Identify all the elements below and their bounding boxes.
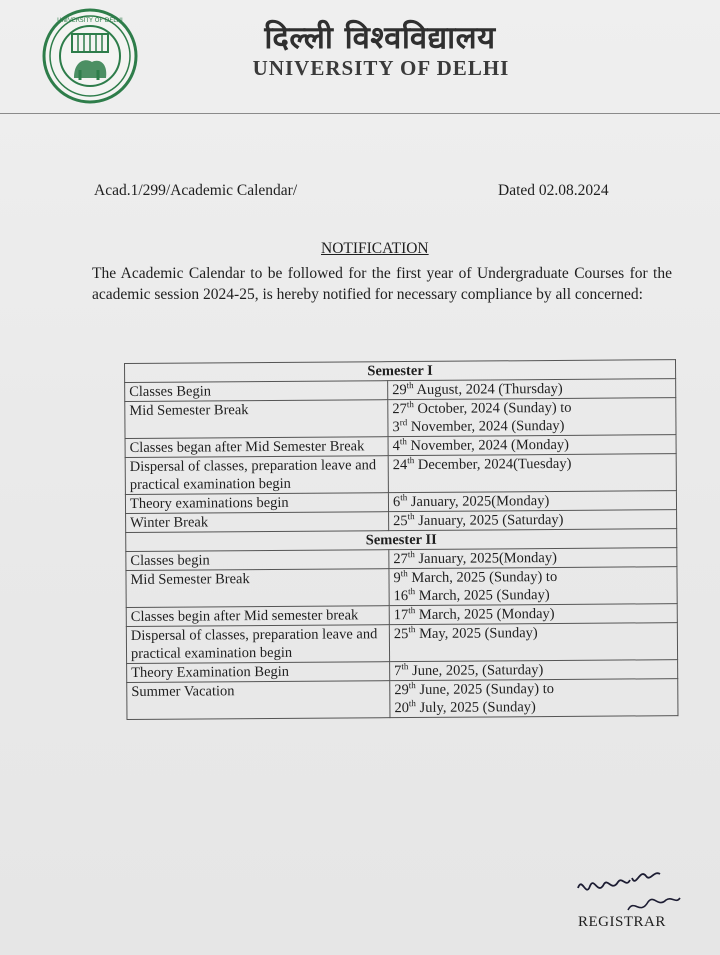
date-day: 25 [393, 626, 409, 643]
date-text: March, 2025 (Sunday) [415, 587, 550, 604]
date-suffix: th [400, 568, 408, 579]
event-date [388, 491, 676, 512]
university-name-hindi: दिल्ली विश्वविद्यालय [264, 20, 496, 56]
date-suffix: th [401, 661, 409, 672]
registrar-title: REGISTRAR [578, 914, 666, 930]
date-line [394, 623, 673, 643]
date-suffix: th [406, 399, 414, 410]
date-line [394, 604, 673, 624]
date-line [393, 567, 672, 587]
event-date [389, 548, 677, 569]
date-day: 27 [393, 551, 408, 568]
event-date [388, 435, 676, 456]
event-label: Summer Vacation [127, 681, 390, 720]
notification-date: Dated 02.08.2024 [498, 182, 609, 199]
date-text: June, 2025, (Saturday) [408, 662, 544, 680]
date-day: 4 [392, 438, 400, 455]
date-line [394, 585, 673, 605]
university-name-english: UNIVERSITY OF DELHI [252, 56, 510, 80]
date-line [393, 548, 672, 568]
date-day: 29 [394, 682, 409, 699]
date-day: 7 [394, 663, 402, 680]
date-text: August, 2024 (Thursday) [413, 380, 563, 398]
seal-text: UNIVERSITY OF DELHI [57, 17, 123, 24]
intro-paragraph: The Academic Calendar to be followed for the first year of Undergraduate Courses for the academic session 2024-25, is hereby notified for necessary compliance by all concerned: [92, 265, 672, 303]
event-label: Dispersal of classes, preparation leave and practical examination begin [125, 456, 388, 495]
event-label: Classes begin [126, 550, 389, 571]
date-day: 29 [392, 382, 407, 399]
date-day: 16 [393, 588, 409, 605]
header-divider [0, 113, 720, 114]
event-date [388, 379, 676, 400]
date-text: January, 2025(Monday) [414, 549, 557, 567]
date-suffix: th [408, 586, 416, 597]
date-suffix: th [408, 624, 416, 635]
event-date [390, 679, 678, 718]
semester-title: Semester II [126, 529, 677, 552]
date-day: 20 [394, 700, 409, 717]
date-line [393, 510, 672, 530]
date-line [392, 379, 671, 399]
calendar-row [126, 567, 677, 608]
event-date [389, 510, 677, 531]
date-day: 9 [393, 570, 401, 587]
date-suffix: th [400, 492, 408, 503]
event-label: Mid Semester Break [125, 400, 388, 439]
date-suffix: th [407, 511, 415, 522]
date-line [393, 435, 672, 455]
reference-number: Acad.1/299/Academic Calendar/ [94, 182, 298, 199]
date-text: November, 2024 (Monday) [406, 436, 570, 455]
date-text: June, 2025 (Sunday) to [415, 681, 554, 698]
event-date [390, 660, 678, 681]
event-label: Classes begin after Mid semester break [126, 606, 389, 627]
date-day: 27 [392, 401, 407, 418]
notification-title: NOTIFICATION [321, 240, 429, 257]
date-suffix: th [408, 605, 416, 616]
date-suffix: th [399, 436, 407, 447]
calendar-row [125, 454, 676, 495]
date-line [392, 398, 671, 418]
date-day: 6 [392, 494, 401, 511]
date-line [392, 416, 671, 436]
event-label: Theory examinations begin [125, 493, 388, 514]
date-text: October, 2024 (Sunday) to [413, 399, 572, 417]
date-line [394, 697, 673, 717]
date-line [394, 679, 673, 699]
academic-calendar-table [124, 359, 678, 720]
event-label: Winter Break [126, 512, 389, 533]
date-text: July, 2025 (Sunday) [415, 699, 536, 716]
date-line [394, 660, 673, 680]
calendar-row [127, 679, 678, 720]
event-date [389, 623, 677, 662]
date-text: January, 2025 (Saturday) [414, 511, 564, 529]
date-day: 24 [392, 457, 408, 474]
date-suffix: th [406, 380, 414, 391]
date-text: November, 2024 (Sunday) [407, 417, 565, 436]
calendar-row [125, 398, 676, 439]
date-text: December, 2024(Tuesday) [414, 455, 572, 473]
date-line [393, 454, 672, 474]
semester-title: Semester I [125, 360, 676, 383]
event-label: Classes began after Mid Semester Break [125, 437, 388, 458]
date-day: 17 [393, 607, 409, 624]
date-text: March, 2025 (Sunday) to [407, 568, 558, 587]
date-suffix: th [408, 698, 416, 709]
date-line [393, 491, 672, 511]
date-day: 25 [393, 513, 408, 530]
event-label: Dispersal of classes, preparation leave and practical examination begin [126, 625, 389, 664]
date-day: 3 [392, 419, 400, 436]
date-text: May, 2025 (Sunday) [415, 625, 538, 642]
event-date [388, 398, 676, 437]
calendar-row [126, 623, 677, 664]
date-suffix: th [408, 680, 416, 691]
event-date [388, 454, 676, 493]
date-text: March, 2025 (Monday) [415, 606, 555, 623]
date-suffix: th [407, 455, 415, 466]
event-label: Mid Semester Break [126, 569, 389, 608]
date-text: January, 2025(Monday) [407, 493, 550, 511]
event-date [389, 604, 677, 625]
date-suffix: th [407, 549, 415, 560]
event-date [389, 567, 677, 606]
event-label: Theory Examination Begin [127, 662, 390, 683]
event-label: Classes Begin [125, 381, 388, 402]
date-suffix: rd [399, 417, 408, 428]
